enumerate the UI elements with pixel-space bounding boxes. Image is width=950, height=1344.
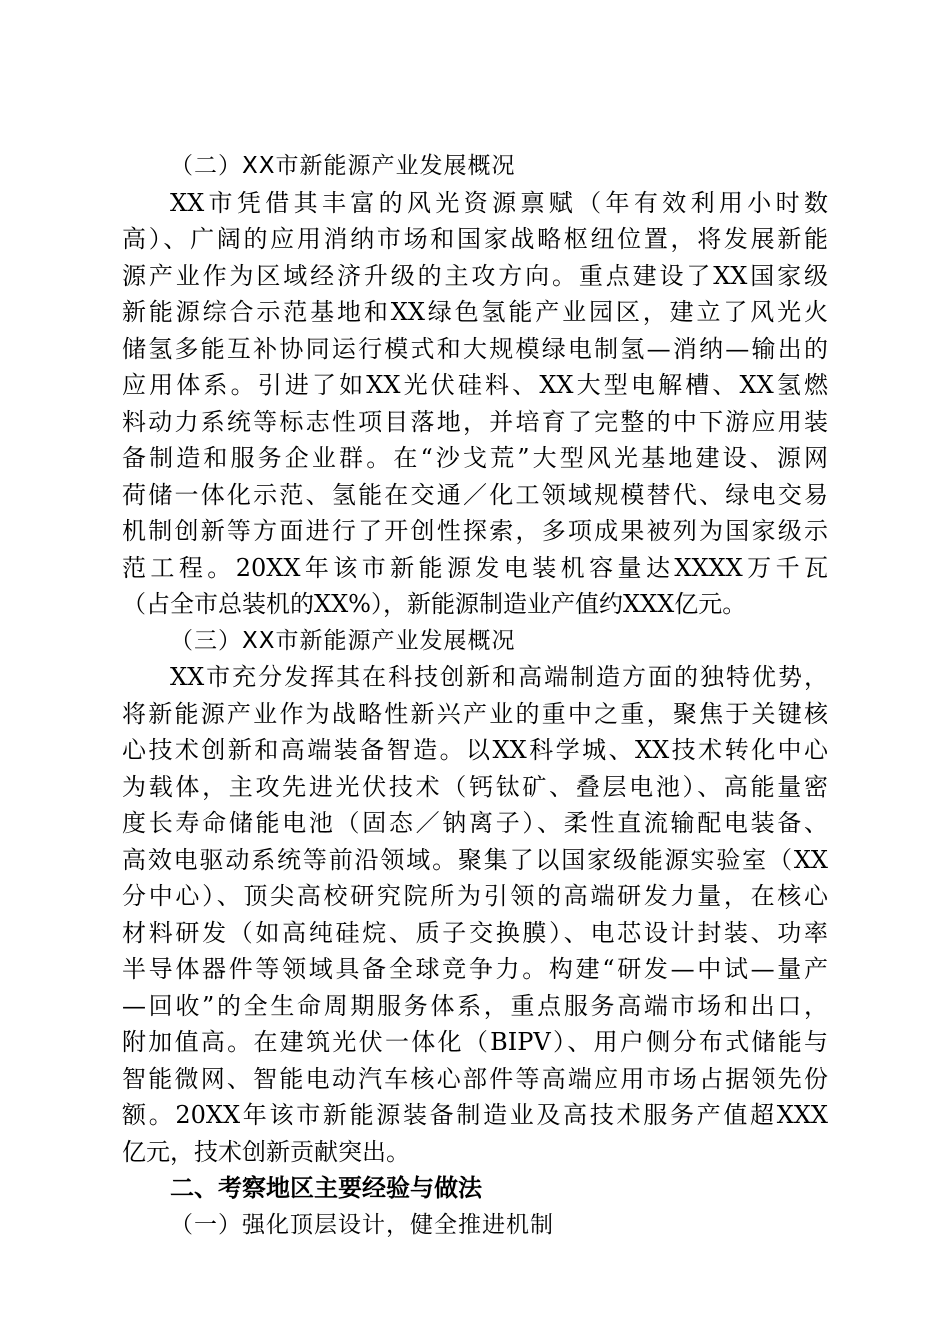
paragraph-line: 将新能源产业作为战略性新兴产业的重中之重，聚焦于关键核 [122, 699, 828, 728]
paragraph-line: —回收”的全生命周期服务体系，重点服务高端市场和出口， [122, 991, 828, 1020]
paragraph-line: 高效电驱动系统等前沿领域。聚集了以国家级能源实验室（XX [122, 845, 828, 874]
paragraph-line: 机制创新等方面进行了开创性探索，多项成果被列为国家级示 [122, 517, 828, 545]
document-body [122, 148, 828, 1243]
paragraph-line: 储氢多能互补协同运行模式和大规模绿电制氢—消纳—输出的 [122, 334, 828, 363]
paragraph-line: 源产业作为区域经济升级的主攻方向。重点建设了XX国家级 [122, 261, 828, 290]
paragraph-line: 附加值高。在建筑光伏一体化（BIPV）、用户侧分布式储能与 [122, 1028, 828, 1056]
paragraph-line: 智能微网、智能电动汽车核心部件等高端应用市场占据领先份 [122, 1064, 828, 1093]
paragraph-line: 新能源综合示范基地和XX绿色氢能产业园区，建立了风光火 [122, 298, 828, 326]
paragraph-line: 高）、广阔的应用消纳市场和国家战略枢纽位置，将发展新能 [122, 225, 828, 253]
section-heading-2: （二）XX市新能源产业发展概况 [170, 153, 516, 179]
paragraph-line: 料动力系统等标志性项目落地，并培育了完整的中下游应用装 [122, 407, 828, 436]
paragraph-line: 应用体系。引进了如XX光伏硅料、XX大型电解槽、XX氢燃 [122, 371, 828, 399]
paragraph-line: 备制造和服务企业群。在“沙戈荒”大型风光基地建设、源网 [122, 444, 828, 472]
paragraph-line: 额。20XX年该市新能源装备制造业及高技术服务产值超XXX [122, 1101, 828, 1129]
paragraph-line-last: （占全市总装机的XX%），新能源制造业产值约XXX亿元。 [122, 590, 747, 618]
subsection-heading: （一）强化顶层设计，健全推进机制 [170, 1211, 554, 1238]
paragraph-line: 范工程。20XX年该市新能源发电装机容量达XXXX万千瓦 [122, 553, 828, 582]
paragraph-line: XX市充分发挥其在科技创新和高端制造方面的独特优势， [170, 663, 828, 691]
paragraph-line: 材料研发（如高纯硅烷、质子交换膜）、电芯设计封装、功率 [122, 918, 828, 947]
chapter-heading: 二、考察地区主要经验与做法 [170, 1174, 482, 1202]
paragraph-line: XX市凭借其丰富的风光资源禀赋（年有效利用小时数 [170, 188, 828, 217]
paragraph-line: 半导体器件等领域具备全球竞争力。构建“研发—中试—量产 [122, 955, 828, 983]
paragraph-line: 度长寿命储能电池（固态／钠离子）、柔性直流输配电装备、 [122, 809, 828, 837]
paragraph-line: 为载体，主攻先进光伏技术（钙钛矿、叠层电池）、高能量密 [122, 772, 828, 801]
paragraph-line: 分中心）、顶尖高校研究院所为引领的高端研发力量，在核心 [122, 882, 828, 910]
paragraph-line: 荷储一体化示范、氢能在交通／化工领域规模替代、绿电交易 [122, 480, 828, 509]
section-heading-3: （三）XX市新能源产业发展概况 [170, 627, 516, 654]
paragraph-line: 心技术创新和高端装备智造。以XX科学城、XX技术转化中心 [122, 736, 828, 764]
paragraph-line-last: 亿元，技术创新贡献突出。 [122, 1137, 410, 1166]
